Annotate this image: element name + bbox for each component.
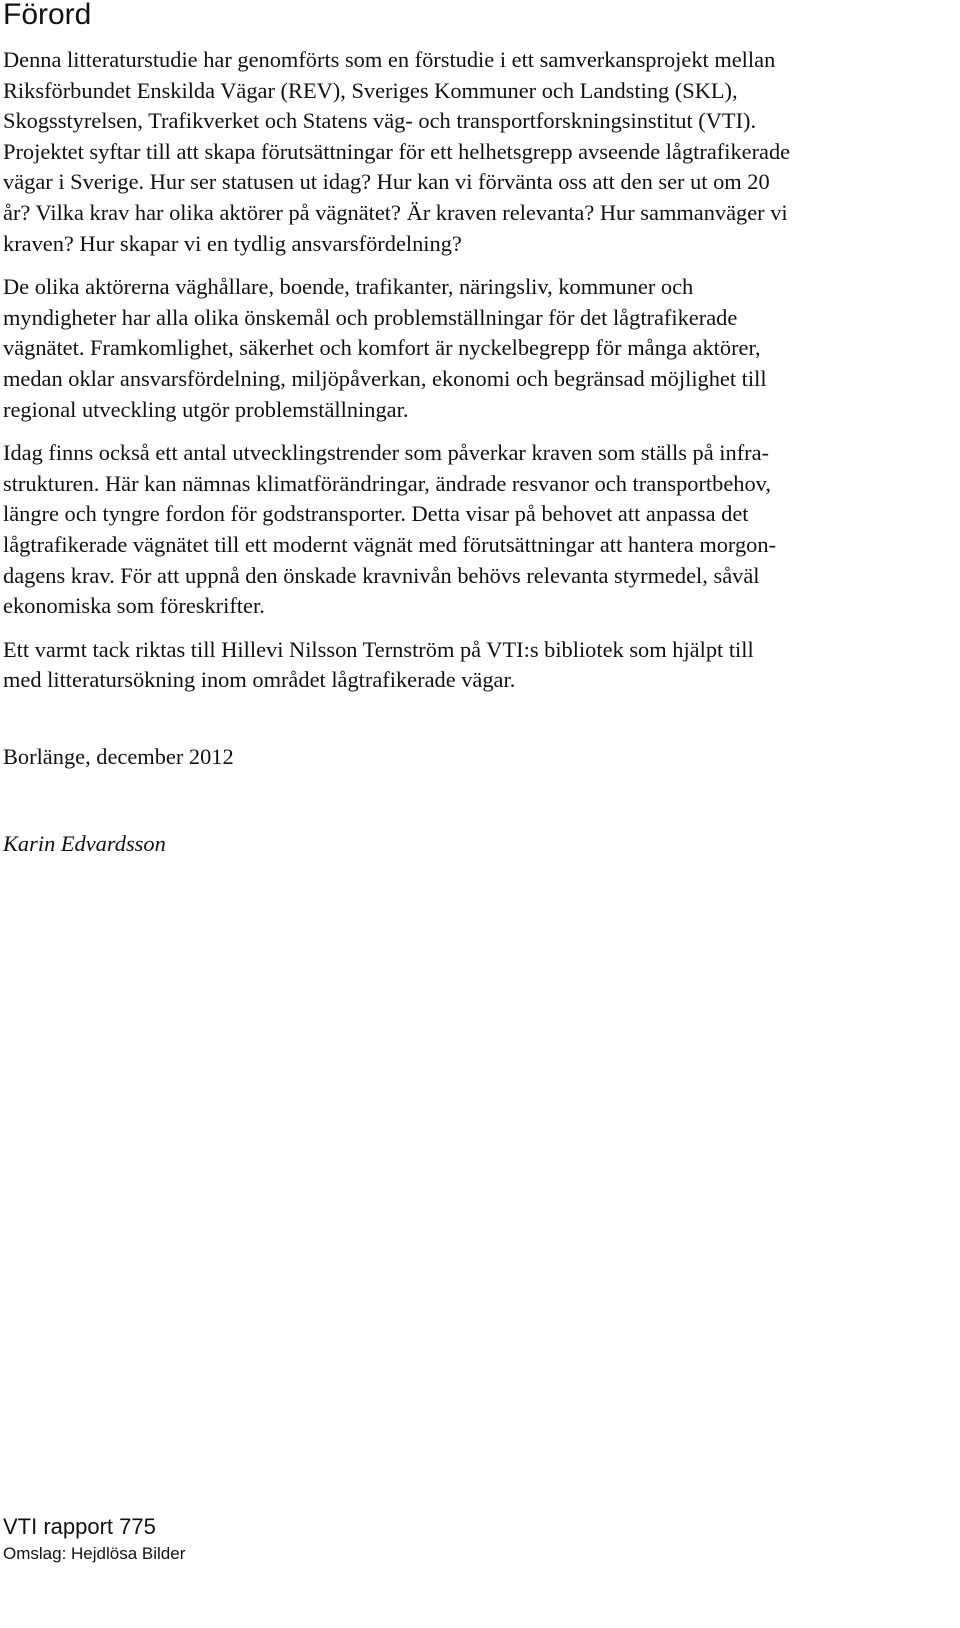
paragraph-project-description — [3, 45, 953, 259]
paragraph-stakeholders — [3, 272, 953, 425]
report-number: VTI rapport 775 — [3, 1514, 156, 1539]
text-line: strukturen. Här kan nämnas klimatförändringar, ändrade resvanor och transportbehov, — [3, 470, 771, 496]
text-line: Skogsstyrelsen, Trafikverket och Statens väg- och transportforskningsinstitut (VTI). — [3, 108, 757, 134]
cover-credit: Omslag: Hejdlösa Bilder — [3, 1544, 186, 1563]
text-line: Idag finns också ett antal utvecklingstrender som påverkar kraven som ställs på infra- — [3, 440, 770, 466]
paragraph-trends — [3, 438, 953, 622]
paragraph-acknowledgement — [3, 635, 953, 696]
body-text — [3, 45, 953, 709]
text-line: kraven? Hur skapar vi en tydlig ansvarsfördelning? — [3, 230, 462, 256]
author-signature: Karin Edvardsson — [3, 831, 166, 856]
text-line: ekonomiska som föreskrifter. — [3, 593, 265, 619]
text-line: lågtrafikerade vägnätet till ett modernt vägnät med förutsättningar att hantera morgon- — [3, 531, 777, 557]
text-line: De olika aktörerna väghållare, boende, trafikanter, näringsliv, kommuner och — [3, 274, 694, 300]
text-line: år? Vilka krav har olika aktörer på vägnätet? Är kraven relevanta? Hur sammanväger vi — [3, 199, 788, 225]
text-line: regional utveckling utgör problemställningar. — [3, 396, 409, 422]
text-line: med litteratursökning inom området lågtrafikerade vägar. — [3, 667, 516, 693]
text-line: dagens krav. För att uppnå den önskade kravnivån behövs relevanta styrmedel, såväl — [3, 562, 760, 588]
text-line: medan oklar ansvarsfördelning, miljöpåverkan, ekonomi och begränsad möjlighet till — [3, 365, 767, 391]
page-title: Förord — [3, 0, 92, 31]
text-line: Riksförbundet Enskilda Vägar (REV), Sveriges Kommuner och Landsting (SKL), — [3, 77, 738, 103]
text-line: Projektet syftar till att skapa förutsättningar för ett helhetsgrepp avseende lågtrafikerade — [3, 138, 791, 164]
text-line: Ett varmt tack riktas till Hillevi Nilsson Ternström på VTI:s bibliotek som hjälpt till — [3, 636, 754, 662]
text-line: Denna litteraturstudie har genomförts som en förstudie i ett samverkansprojekt mellan — [3, 47, 776, 72]
text-line: längre och tyngre fordon för godstransporter. Detta visar på behovet att anpassa det — [3, 501, 749, 527]
text-line: vägar i Sverige. Hur ser statusen ut idag? Hur kan vi förvänta oss att den ser ut om 20 — [3, 169, 770, 195]
text-line: myndigheter har alla olika önskemål och problemställningar för det lågtrafikerade — [3, 304, 738, 330]
place-date: Borlänge, december 2012 — [3, 744, 234, 769]
text-line: vägnätet. Framkomlighet, säkerhet och komfort är nyckelbegrepp för många aktörer, — [3, 335, 761, 361]
